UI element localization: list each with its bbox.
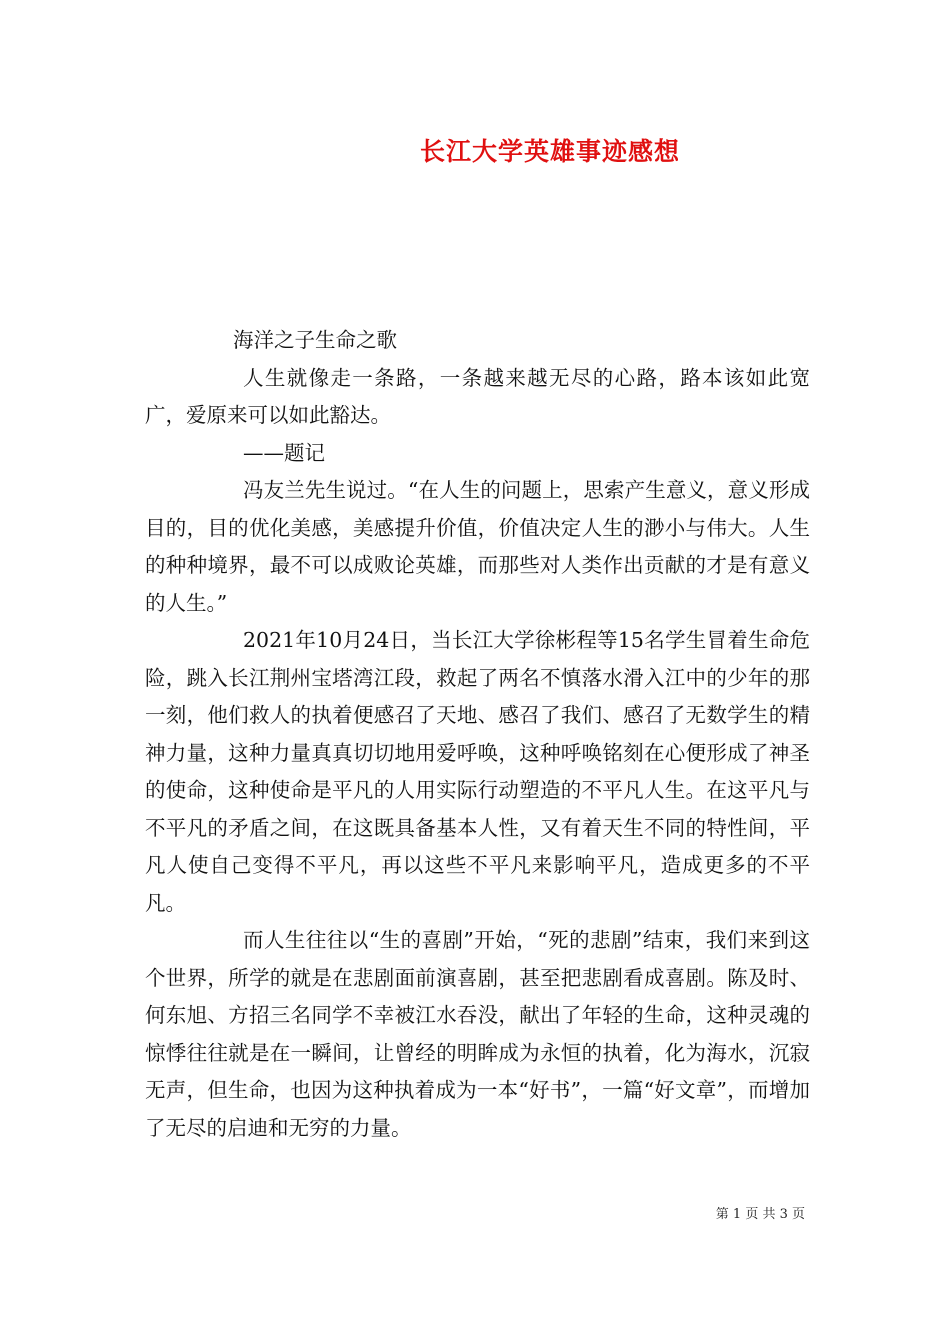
paragraph-3: 而人生往往以“生的喜剧”开始，“死的悲剧”结束，我们来到这个世界，所学的就是在悲剧面前演喜剧，甚至把悲剧看成喜剧。陈及时、何东旭、方招三名同学不幸被江水吞没，献出了年轻的生命，这种灵魂的惊悸往往就是在一瞬间，让曾经的明眸成为永恒的执着，化为海水，沉寂无声，但生命，也因为这种执着成为一本“好书”，一篇“好文章”，而增加了无尽的启迪和无穷的力量。	[145, 928, 810, 1140]
epigraph-sign: ——题记	[243, 440, 325, 465]
document-title: 长江大学英雄事迹感想	[419, 137, 680, 166]
paragraph-1: 冯友兰先生说过。“在人生的问题上，思索产生意义，意义形成目的，目的优化美感，美感提升价值，价值决定人生的渺小与伟大。人生的种种境界，最不可以成败论英雄，而那些对人类作出贡献的才是有意义的人生。”	[145, 478, 810, 615]
document-subtitle: 海洋之子生命之歌	[233, 328, 397, 352]
epigraph: 人生就像走一条路，一条越来越无尽的心路，路本该如此宽广，爱原来可以如此豁达。	[145, 365, 810, 427]
paragraph-2: 2021年10月24日，当长江大学徐彬程等15名学生冒着生命危险，跳入长江荆州宝塔湾江段，救起了两名不慎落水滑入江中的少年的那一刻，他们救人的执着便感召了天地、感召了我们、感召了无数学生的精神力量，这种力量真真切切地用爱呼唤，这种呼唤铭刻在心便形成了神圣的使命，这种使命是平凡的人用实际行动塑造的不平凡人生。在这平凡与不平凡的矛盾之间，在这既具备基本人性，又有着天生不同的特性间，平凡人使自己变得不平凡，再以这些不平凡来影响平凡，造成更多的不平凡。	[145, 628, 810, 915]
document-body	[145, 322, 810, 1147]
page-number: 第 1 页 共 3 页	[715, 1207, 805, 1222]
